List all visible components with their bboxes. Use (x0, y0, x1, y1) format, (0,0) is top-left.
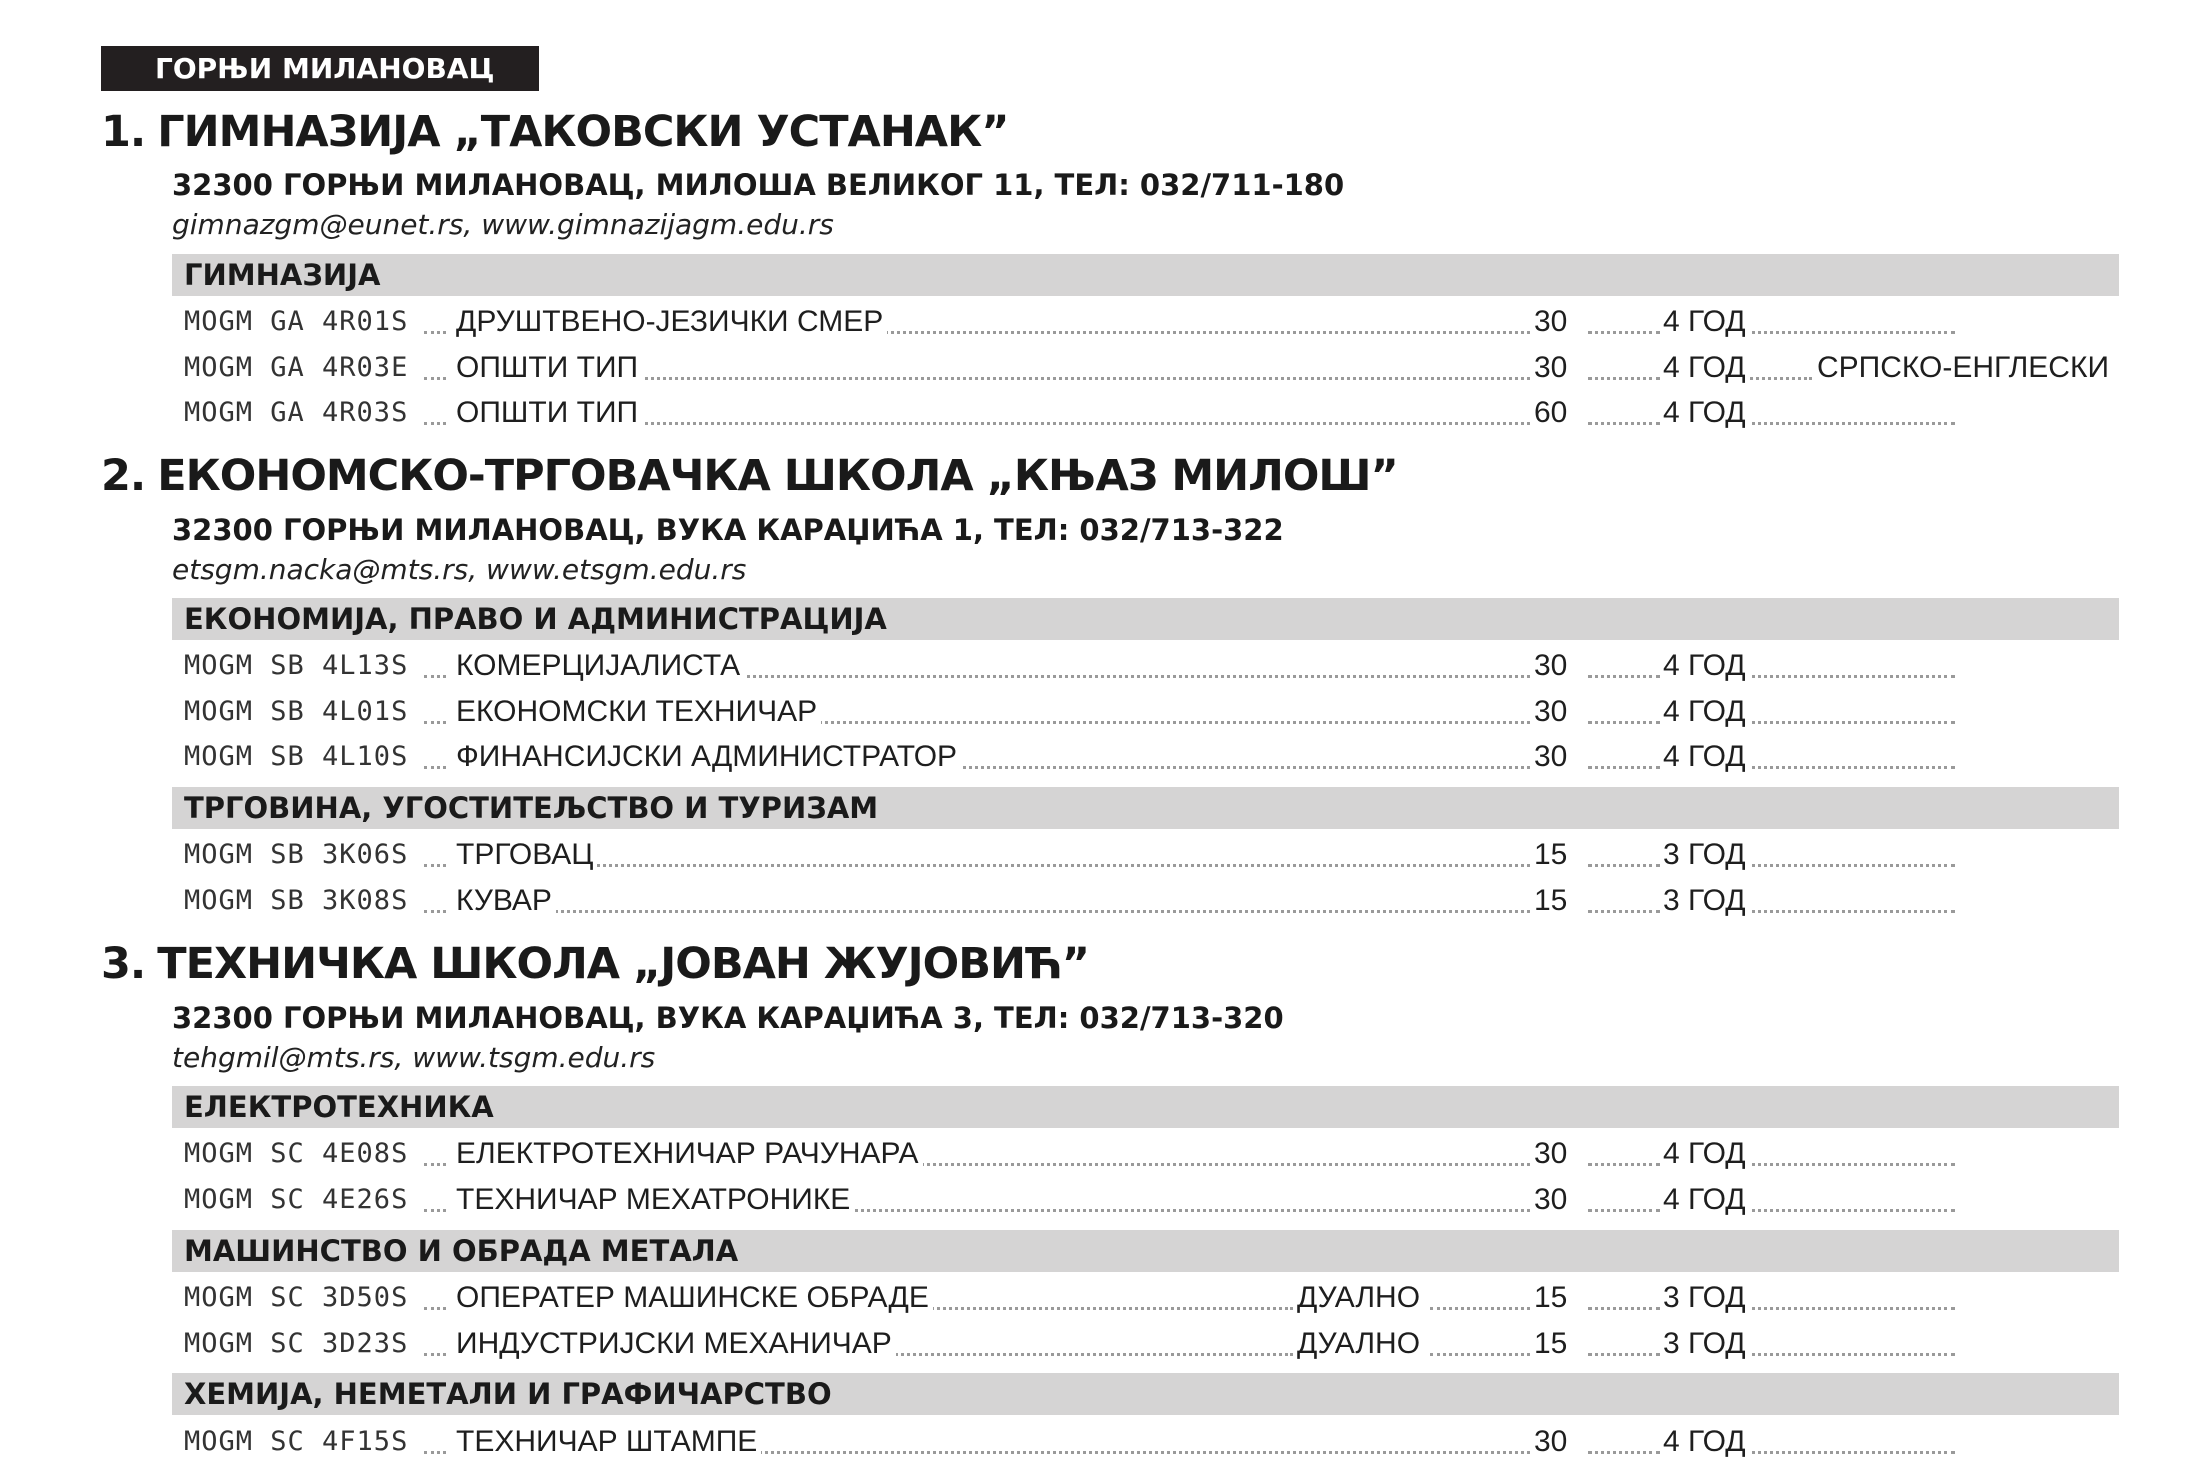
category-header: ЕКОНОМИЈА, ПРАВО И АДМИНИСТРАЦИЈА (172, 598, 2119, 640)
program-name (456, 1132, 1534, 1176)
school-name: ЕКОНОМСКО-ТРГОВАЧКА ШКОЛА „КЊАЗ МИЛОШ” (157, 451, 1398, 501)
program-row (0, 1322, 2193, 1366)
quota-leader-dots (1588, 422, 1660, 425)
duration-leader-dots (1745, 1307, 1955, 1310)
program-quota: 15 (1534, 884, 1568, 917)
program-name (456, 1420, 1534, 1464)
program-name (456, 391, 1534, 435)
duration-leader-dots (1745, 377, 1812, 380)
program-row (0, 644, 2193, 688)
program-code: MOGM SB 4L01S (184, 696, 409, 727)
quota-leader-dots (1588, 864, 1660, 867)
school-name: ТЕХНИЧКА ШКОЛА „ЈОВАН ЖУЈОВИЋ” (157, 939, 1089, 989)
program-name-text: ТЕХНИЧАР ШТАМПЕ (456, 1425, 761, 1458)
school-name: ГИМНАЗИЈА „ТАКОВСКИ УСТАНАК” (157, 107, 1009, 157)
category-header: ЕЛЕКТРОТЕХНИКА (172, 1086, 2119, 1128)
program-row (0, 391, 2193, 435)
program-language: СРПСКО-ЕНГЛЕСКИ (1817, 346, 2109, 390)
program-code: MOGM SB 4L13S (184, 650, 409, 681)
program-name-text: ТРГОВАЦ (456, 838, 597, 871)
program-quota: 30 (1534, 351, 1568, 384)
program-code: MOGM SB 3K08S (184, 885, 409, 916)
program-name-text: КОМЕРЦИЈАЛИСТА (456, 649, 744, 682)
program-duration: 3 ГОД (1663, 879, 1750, 923)
program-duration: 4 ГОД (1663, 644, 1750, 688)
program-duration: 4 ГОД (1663, 346, 1750, 390)
category-header: ХЕМИЈА, НЕМЕТАЛИ И ГРАФИЧАРСТВО (172, 1373, 2119, 1415)
quota-leader-dots (1588, 721, 1660, 724)
code-leader-dots (424, 1209, 446, 1212)
code-leader-dots (424, 377, 446, 380)
program-duration: 4 ГОД (1663, 1420, 1750, 1464)
duration-leader-dots (1745, 1163, 1955, 1166)
school-title (101, 105, 1009, 159)
program-quota: 30 (1534, 305, 1568, 338)
code-leader-dots (424, 721, 446, 724)
program-quota: 60 (1534, 396, 1568, 429)
program-row (0, 1178, 2193, 1222)
quota-leader-dots (1588, 377, 1660, 380)
duration-leader-dots (1745, 1353, 1955, 1356)
program-name (456, 346, 1534, 390)
dual-label: ДУАЛНО (1297, 1276, 1424, 1320)
program-quota: 30 (1534, 740, 1568, 773)
program-quota: 30 (1534, 649, 1568, 682)
program-code: MOGM SC 4E08S (184, 1138, 409, 1169)
program-duration: 4 ГОД (1663, 690, 1750, 734)
program-duration: 3 ГОД (1663, 833, 1750, 877)
duration-leader-dots (1745, 766, 1955, 769)
program-duration: 4 ГОД (1663, 1132, 1750, 1176)
program-code: MOGM SC 4E26S (184, 1184, 409, 1215)
duration-leader-dots (1745, 675, 1955, 678)
code-leader-dots (424, 1307, 446, 1310)
dual-leader-dots (1430, 1353, 1530, 1356)
dual-leader-dots (1430, 1307, 1530, 1310)
duration-leader-dots (1745, 864, 1955, 867)
code-leader-dots (424, 766, 446, 769)
category-header: ТРГОВИНА, УГОСТИТЕЉСТВО И ТУРИЗАМ (172, 787, 2119, 829)
program-name (456, 879, 1534, 923)
duration-leader-dots (1745, 422, 1955, 425)
code-leader-dots (424, 675, 446, 678)
code-leader-dots (424, 1163, 446, 1166)
school-contacts: tehgmil@mts.rs, www.tsgm.edu.rs (172, 1041, 656, 1074)
program-code: MOGM GA 4R03S (184, 397, 409, 428)
category-header: ГИМНАЗИЈА (172, 254, 2119, 296)
program-code: MOGM SB 4L10S (184, 741, 409, 772)
program-duration: 4 ГОД (1663, 300, 1750, 344)
program-code: MOGM SC 3D50S (184, 1282, 409, 1313)
school-number: 3. (101, 939, 146, 989)
school-contacts: gimnazgm@eunet.rs, www.gimnazijagm.edu.rs (172, 208, 834, 241)
quota-leader-dots (1588, 1307, 1660, 1310)
program-quota: 15 (1534, 1281, 1568, 1314)
quota-leader-dots (1588, 910, 1660, 913)
program-name (456, 644, 1534, 688)
school-title (101, 937, 1089, 991)
program-row (0, 1132, 2193, 1176)
school-title (101, 449, 1398, 503)
program-duration: 4 ГОД (1663, 391, 1750, 435)
program-name-text: ТЕХНИЧАР МЕХАТРОНИКЕ (456, 1183, 854, 1216)
code-leader-dots (424, 331, 446, 334)
program-code: MOGM SC 4F15S (184, 1426, 409, 1457)
quota-leader-dots (1588, 331, 1660, 334)
program-duration: 3 ГОД (1663, 1276, 1750, 1320)
program-quota: 15 (1534, 838, 1568, 871)
duration-leader-dots (1745, 910, 1955, 913)
code-leader-dots (424, 422, 446, 425)
quota-leader-dots (1588, 1163, 1660, 1166)
school-address: 32300 ГОРЊИ МИЛАНОВАЦ, ВУКА КАРАЏИЋА 1, ТЕЛ: 032/713-322 (172, 513, 1284, 547)
program-row (0, 1420, 2193, 1464)
school-contacts: etsgm.nacka@mts.rs, www.etsgm.edu.rs (172, 553, 747, 586)
program-name-text: ИНДУСТРИЈСКИ МЕХАНИЧАР (456, 1327, 896, 1360)
program-name (456, 833, 1534, 877)
duration-leader-dots (1745, 1209, 1955, 1212)
program-duration: 4 ГОД (1663, 1178, 1750, 1222)
program-name-text: ОПШТИ ТИП (456, 396, 642, 429)
program-quota: 30 (1534, 1183, 1568, 1216)
program-duration: 4 ГОД (1663, 735, 1750, 779)
program-quota: 30 (1534, 695, 1568, 728)
program-name-text: ОПШТИ ТИП (456, 351, 642, 384)
quota-leader-dots (1588, 1353, 1660, 1356)
program-row (0, 879, 2193, 923)
program-quota: 15 (1534, 1327, 1568, 1360)
program-name-text: ОПЕРАТЕР МАШИНСКЕ ОБРАДЕ (456, 1281, 933, 1314)
dual-label: ДУАЛНО (1297, 1322, 1424, 1366)
school-address: 32300 ГОРЊИ МИЛАНОВАЦ, ВУКА КАРАЏИЋА 3, ТЕЛ: 032/713-320 (172, 1001, 1284, 1035)
program-name-text: КУВАР (456, 884, 556, 917)
duration-leader-dots (1745, 1451, 1955, 1454)
program-code: MOGM SC 3D23S (184, 1328, 409, 1359)
program-name (456, 735, 1534, 779)
duration-leader-dots (1745, 331, 1955, 334)
region-badge: ГОРЊИ МИЛАНОВАЦ (101, 46, 539, 91)
name-leader-dots (470, 910, 1530, 913)
code-leader-dots (424, 864, 446, 867)
program-quota: 30 (1534, 1137, 1568, 1170)
category-header: МАШИНСТВО И ОБРАДА МЕТАЛА (172, 1230, 2119, 1272)
program-name-text: ФИНАНСИЈСКИ АДМИНИСТРАТОР (456, 740, 961, 773)
program-name-text: ДРУШТВЕНО-ЈЕЗИЧКИ СМЕР (456, 305, 887, 338)
code-leader-dots (424, 1451, 446, 1454)
program-name-text: ЕЛЕКТРОТЕХНИЧАР РАЧУНАРА (456, 1137, 923, 1170)
program-code: MOGM GA 4R01S (184, 306, 409, 337)
program-quota: 30 (1534, 1425, 1568, 1458)
quota-leader-dots (1588, 1451, 1660, 1454)
name-leader-dots (470, 864, 1530, 867)
program-name-text: ЕКОНОМСКИ ТЕХНИЧАР (456, 695, 821, 728)
code-leader-dots (424, 910, 446, 913)
program-code: MOGM SB 3K06S (184, 839, 409, 870)
quota-leader-dots (1588, 766, 1660, 769)
program-row (0, 735, 2193, 779)
program-row (0, 1276, 2193, 1320)
duration-leader-dots (1745, 721, 1955, 724)
program-row (0, 300, 2193, 344)
school-number: 2. (101, 451, 146, 501)
program-row (0, 346, 2193, 390)
program-code: MOGM GA 4R03E (184, 352, 409, 383)
school-number: 1. (101, 107, 146, 157)
program-row (0, 833, 2193, 877)
school-address: 32300 ГОРЊИ МИЛАНОВАЦ, МИЛОША ВЕЛИКОГ 11, ТЕЛ: 032/711-180 (172, 168, 1345, 202)
code-leader-dots (424, 1353, 446, 1356)
program-row (0, 690, 2193, 734)
program-name (456, 300, 1534, 344)
program-name (456, 690, 1534, 734)
program-duration: 3 ГОД (1663, 1322, 1750, 1366)
quota-leader-dots (1588, 675, 1660, 678)
quota-leader-dots (1588, 1209, 1660, 1212)
program-name (456, 1178, 1534, 1222)
